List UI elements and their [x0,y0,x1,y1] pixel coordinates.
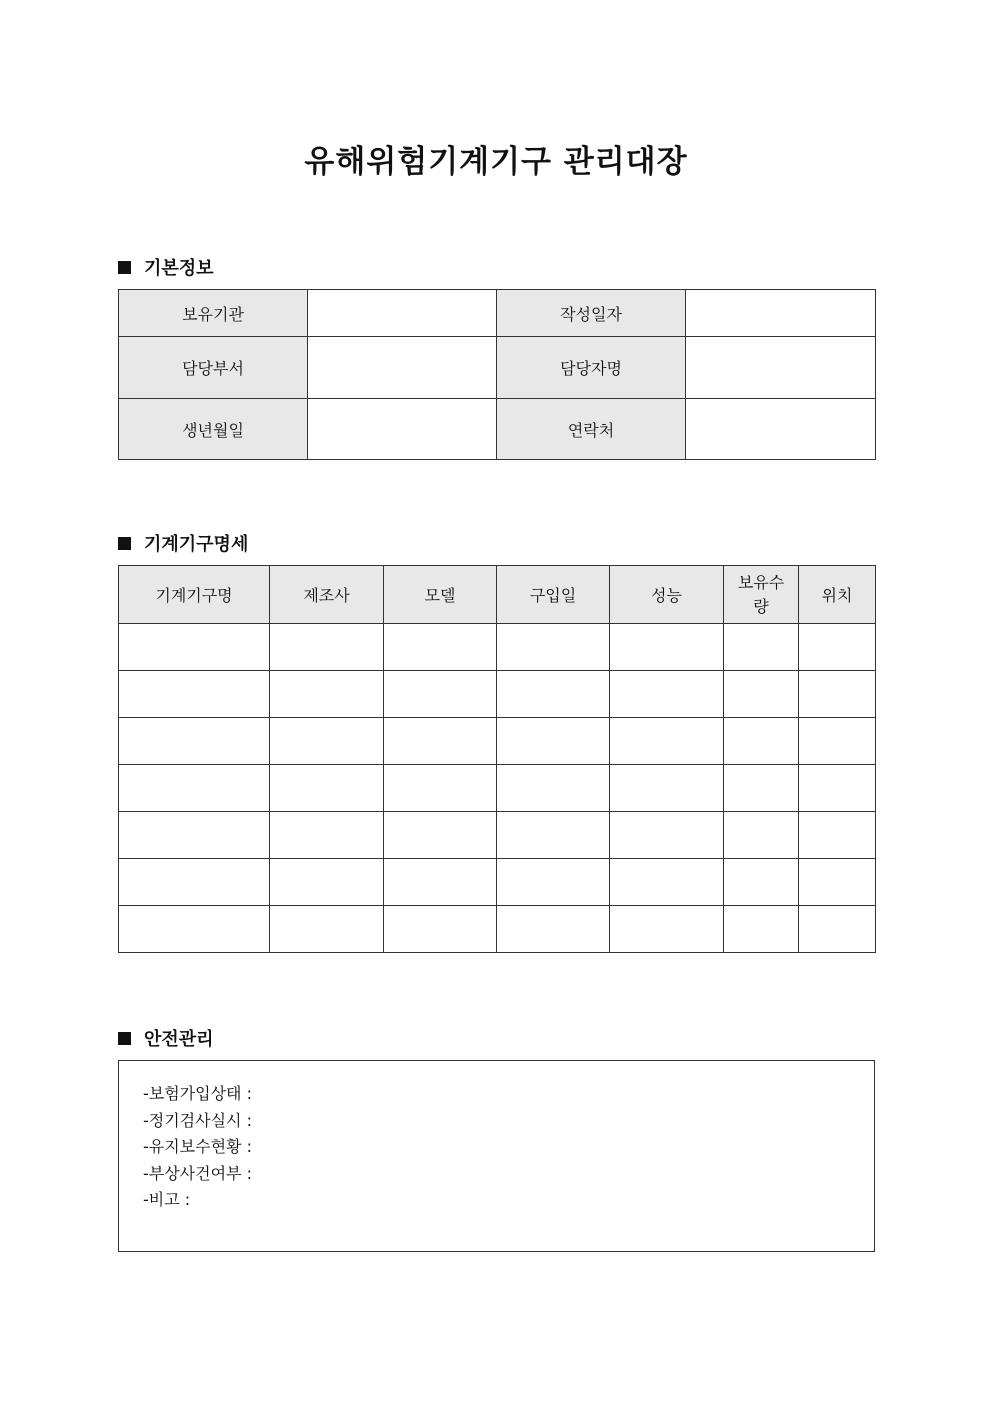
table-row [119,671,876,718]
table-cell[interactable] [497,812,610,859]
square-bullet-icon [118,261,131,274]
table-cell[interactable] [270,765,384,812]
column-header: 위치 [799,566,876,624]
column-header: 제조사 [270,566,384,624]
safety-item-maintenance: -유지보수현황 : [143,1137,252,1156]
table-cell[interactable] [270,624,384,671]
column-header: 기계기구명 [119,566,270,624]
equipment-spec-table [118,565,876,953]
table-cell[interactable] [270,812,384,859]
table-cell[interactable] [270,718,384,765]
section-heading-basic [118,254,214,280]
table-cell[interactable] [799,812,876,859]
square-bullet-icon [118,537,131,550]
basic-info-table [118,289,876,460]
table-row [119,812,876,859]
table-cell[interactable] [119,765,270,812]
table-cell[interactable] [724,671,799,718]
value-cell[interactable] [308,290,497,337]
table-cell[interactable] [610,765,724,812]
table-cell[interactable] [799,765,876,812]
safety-item-injury: -부상사건여부 : [143,1163,252,1183]
section-heading-label: 안전관리 [144,1029,214,1050]
table-cell[interactable] [384,671,497,718]
square-bullet-icon [118,1032,131,1045]
table-cell[interactable] [497,718,610,765]
column-header: 모델 [384,566,497,624]
safety-item-insurance: -보험가입상태 : [143,1084,252,1103]
column-header: 성능 [610,566,724,624]
table-header-row [119,566,876,624]
label-cell: 생년월일 [119,399,308,460]
value-cell[interactable] [308,399,497,460]
table-cell[interactable] [497,906,610,953]
table-cell[interactable] [610,624,724,671]
section-heading-label: 기본정보 [144,258,214,279]
table-row [119,337,876,399]
table-cell[interactable] [270,906,384,953]
table-cell[interactable] [119,671,270,718]
table-cell[interactable] [610,906,724,953]
table-cell[interactable] [119,624,270,671]
table-cell[interactable] [497,859,610,906]
value-cell[interactable] [308,337,497,399]
table-cell[interactable] [497,624,610,671]
safety-notes-box[interactable] [118,1060,875,1252]
table-row [119,718,876,765]
table-cell[interactable] [610,671,724,718]
table-cell[interactable] [384,718,497,765]
table-cell[interactable] [610,812,724,859]
table-cell[interactable] [724,906,799,953]
label-cell: 보유기관 [119,290,308,337]
table-cell[interactable] [724,859,799,906]
table-cell[interactable] [799,671,876,718]
table-cell[interactable] [270,671,384,718]
column-header: 보유수 량 [724,566,799,624]
table-cell[interactable] [384,906,497,953]
table-cell[interactable] [724,718,799,765]
table-cell[interactable] [119,718,270,765]
table-cell[interactable] [497,765,610,812]
table-cell[interactable] [384,765,497,812]
table-cell[interactable] [724,624,799,671]
table-cell[interactable] [384,624,497,671]
table-cell[interactable] [799,718,876,765]
label-cell: 담당부서 [119,337,308,399]
safety-item-inspection: -정기검사실시 : [143,1110,252,1130]
table-cell[interactable] [610,859,724,906]
table-cell[interactable] [384,812,497,859]
section-heading-safety [118,1025,214,1051]
label-cell: 연락처 [497,399,686,460]
section-heading-spec [118,530,248,556]
table-cell[interactable] [119,812,270,859]
table-cell[interactable] [497,671,610,718]
table-row [119,399,876,460]
table-cell[interactable] [724,812,799,859]
table-cell[interactable] [119,906,270,953]
table-cell[interactable] [724,765,799,812]
page-title: 유해위험기계기구 관리대장 [304,144,688,180]
table-body [119,624,876,953]
table-row [119,765,876,812]
column-header: 구입일 [497,566,610,624]
safety-list [119,1061,874,1214]
value-cell[interactable] [686,290,876,337]
table-cell[interactable] [610,718,724,765]
value-cell[interactable] [686,337,876,399]
table-row [119,859,876,906]
table-cell[interactable] [799,906,876,953]
table-row [119,624,876,671]
safety-item-remarks: -비고 : [143,1190,191,1209]
table-cell[interactable] [799,624,876,671]
table-cell[interactable] [119,859,270,906]
label-cell: 담당자명 [497,337,686,399]
section-heading-label: 기계기구명세 [144,534,249,555]
table-cell[interactable] [270,859,384,906]
table-row [119,906,876,953]
value-cell[interactable] [686,399,876,460]
table-row [119,290,876,337]
label-cell: 작성일자 [497,290,686,337]
table-cell[interactable] [384,859,497,906]
table-cell[interactable] [799,859,876,906]
